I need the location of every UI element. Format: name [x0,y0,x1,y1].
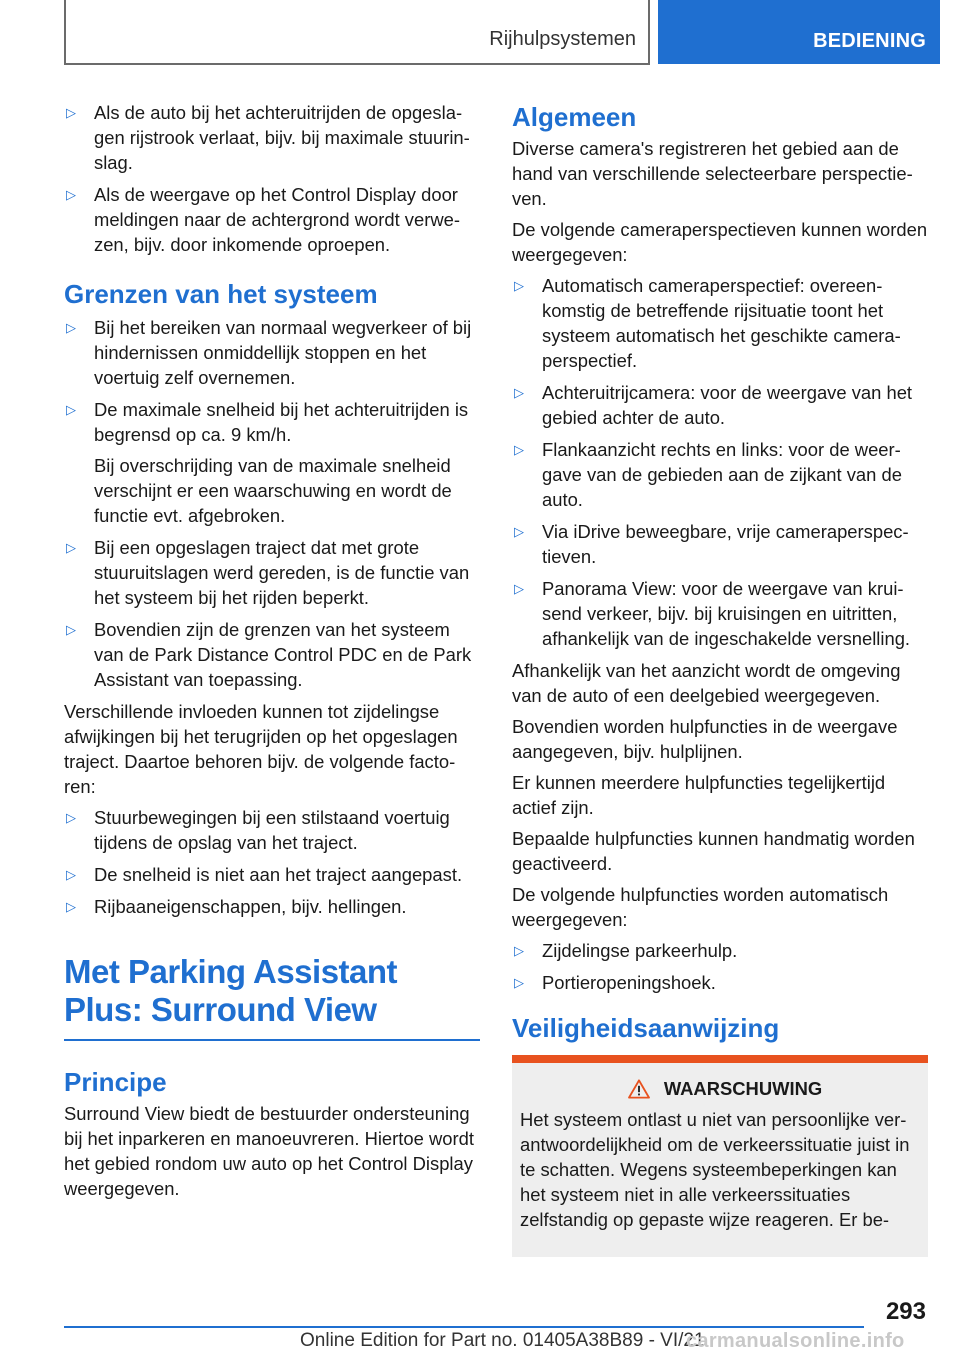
triangle-bullet-icon: ▷ [66,810,76,825]
left-column [64,100,480,1207]
triangle-bullet-icon: ▷ [66,867,76,882]
triangle-bullet-icon: ▷ [514,581,524,596]
warning-box [512,1055,928,1257]
triangle-bullet-icon: ▷ [66,105,76,120]
heading-system-limits: Grenzen van het systeem [64,279,378,309]
heading-principle: Principe [64,1067,167,1097]
triangle-bullet-icon: ▷ [66,622,76,637]
list-item: ▷ Bij een opgeslagen traject dat met grote stuuruitslagen werd gereden, is de functie van het systeem bij het rijden beperkt. [66,537,470,608]
paragraph: De volgende hulpfuncties worden automatisch weergegeven: [512,884,889,930]
paragraph: Bovendien worden hulpfuncties in de weergave aangegeven, bijv. hulplijnen. [512,716,898,762]
paragraph: Diverse camera's registreren het gebied aan de hand van verschillende selecteerbare perspectieven. [512,138,913,209]
list-item: ▷ De maximale snelheid bij het achteruitrijden is begrensd op ca. 9 km/h. Bij overschrijding van de maximale snelheid verschijnt er een waarschuwing en wordt de functie evt. afgebroken. [64,397,480,528]
warning-title-label: WAARSCHUWING [663,1078,823,1099]
list-item: ▷ Portieropeningshoek. [514,972,716,993]
paragraph-principle: Surround View biedt de bestuurder ondersteuning bij het inparkeren en manoeuvreren. Hiertoe wordt het gebied rondom uw auto op het Control Display weergegeven. [64,1103,474,1199]
list-item: ▷ Panorama View: voor de weergave van kruisend verkeer, bijv. bij kruisingen en uitritten, afhankelijk van de ingeschakelde versnelling. [514,578,911,649]
chapter-tab [658,0,940,64]
chapter-rule [64,1039,480,1041]
list-item: ▷ Als de auto bij het achteruitrijden de opgeslagen rijstrook verlaat, bijv. bij maximale stuurinslag. [66,102,470,173]
paragraph: Bepaalde hulpfuncties kunnen handmatig worden geactiveerd. [512,828,915,874]
triangle-bullet-icon: ▷ [66,899,76,914]
heading-safety: Veiligheidsaanwijzing [512,1013,780,1043]
heading-general: Algemeen [512,102,637,132]
header-rule-left [64,0,66,64]
header-rule-divider [648,0,650,64]
warning-text: Het systeem ontlast u niet van persoonlijke verantwoordelijkheid om de verkeerssituatie juist in te schatten. Wegens systeembeperkingen kan het systeem niet in alle verkeerssituaties zelfstandig op gepaste wijze reageren. Er be- [520,1109,910,1230]
section-title: Rijhulpsystemen [489,28,636,50]
list-item: ▷ Bij het bereiken van normaal wegverkeer of bij hindernissen onmiddellijk stoppen en het voertuig zelf overnemen. [66,317,472,388]
list-item-note: Bij overschrijding van de maximale snelheid verschijnt er een waarschuwing en wordt de functie evt. afgebroken. [94,455,452,526]
paragraph-influences: Verschillende invloeden kunnen tot zijdelingse afwijkingen bij het terugrijden op het opgeslagen traject. Daartoe behoren bijv. de volgende factoren: [64,701,458,797]
paragraph: Afhankelijk van het aanzicht wordt de omgeving van de auto of een deelgebied weergegeven. [512,660,901,706]
triangle-bullet-icon: ▷ [514,442,524,457]
header-rule-bottom [64,63,650,65]
footer-rule [64,1326,864,1328]
page-number: 293 [885,1298,926,1325]
list-item: ▷ Bovendien zijn de grenzen van het systeem van de Park Distance Control PDC en de Park Assistant van toepassing. [66,619,472,690]
right-column [512,100,928,1257]
triangle-bullet-icon: ▷ [66,402,76,417]
list-item: ▷ Automatisch cameraperspectief: overeenkomstig de betreffende rijsituatie toont het systeem automatisch het geschikte cameraperspectief. [514,275,901,371]
chapter-tab-label: BEDIENING [813,30,926,52]
triangle-bullet-icon: ▷ [514,943,524,958]
paragraph: De volgende cameraperspectieven kunnen worden weergegeven: [512,219,928,265]
triangle-bullet-icon: ▷ [514,524,524,539]
watermark: carmanualsonline.info [686,1330,905,1352]
list-item: ▷ Stuurbewegingen bij een stilstaand voertuig tijdens de opslag van het traject. [66,807,450,853]
list-item: ▷ Rijbaaneigenschappen, bijv. hellingen. [66,896,407,917]
warning-triangle-icon [628,1079,650,1099]
paragraph: Er kunnen meerdere hulpfuncties tegelijkertijd actief zijn. [512,772,886,818]
triangle-bullet-icon: ▷ [66,187,76,202]
triangle-bullet-icon: ▷ [514,278,524,293]
list-item: ▷ Zijdelingse parkeerhulp. [514,940,738,961]
page-header [0,0,960,66]
triangle-bullet-icon: ▷ [514,385,524,400]
triangle-bullet-icon: ▷ [66,320,76,335]
list-item: ▷ De snelheid is niet aan het traject aangepast. [66,864,463,885]
triangle-bullet-icon: ▷ [66,540,76,555]
list-item: ▷ Flankaanzicht rechts en links: voor de weergave van de gebieden aan de zijkant van de auto. [514,439,902,510]
triangle-bullet-icon: ▷ [514,975,524,990]
warning-title [530,1077,920,1101]
chapter-title: Met Parking Assistant Plus: Surround View [64,953,398,1028]
list-item: ▷ Achteruitrijcamera: voor de weergave van het gebied achter de auto. [514,382,913,428]
list-item: ▷ Via iDrive beweegbare, vrije cameraperspectieven. [514,521,909,567]
footer-edition: Online Edition for Part no. 01405A38B89 - VI/21 [300,1330,705,1351]
list-item: ▷ Als de weergave op het Control Display door meldingen naar de achtergrond wordt verwezen, bijv. door inkomende oproepen. [66,184,460,255]
